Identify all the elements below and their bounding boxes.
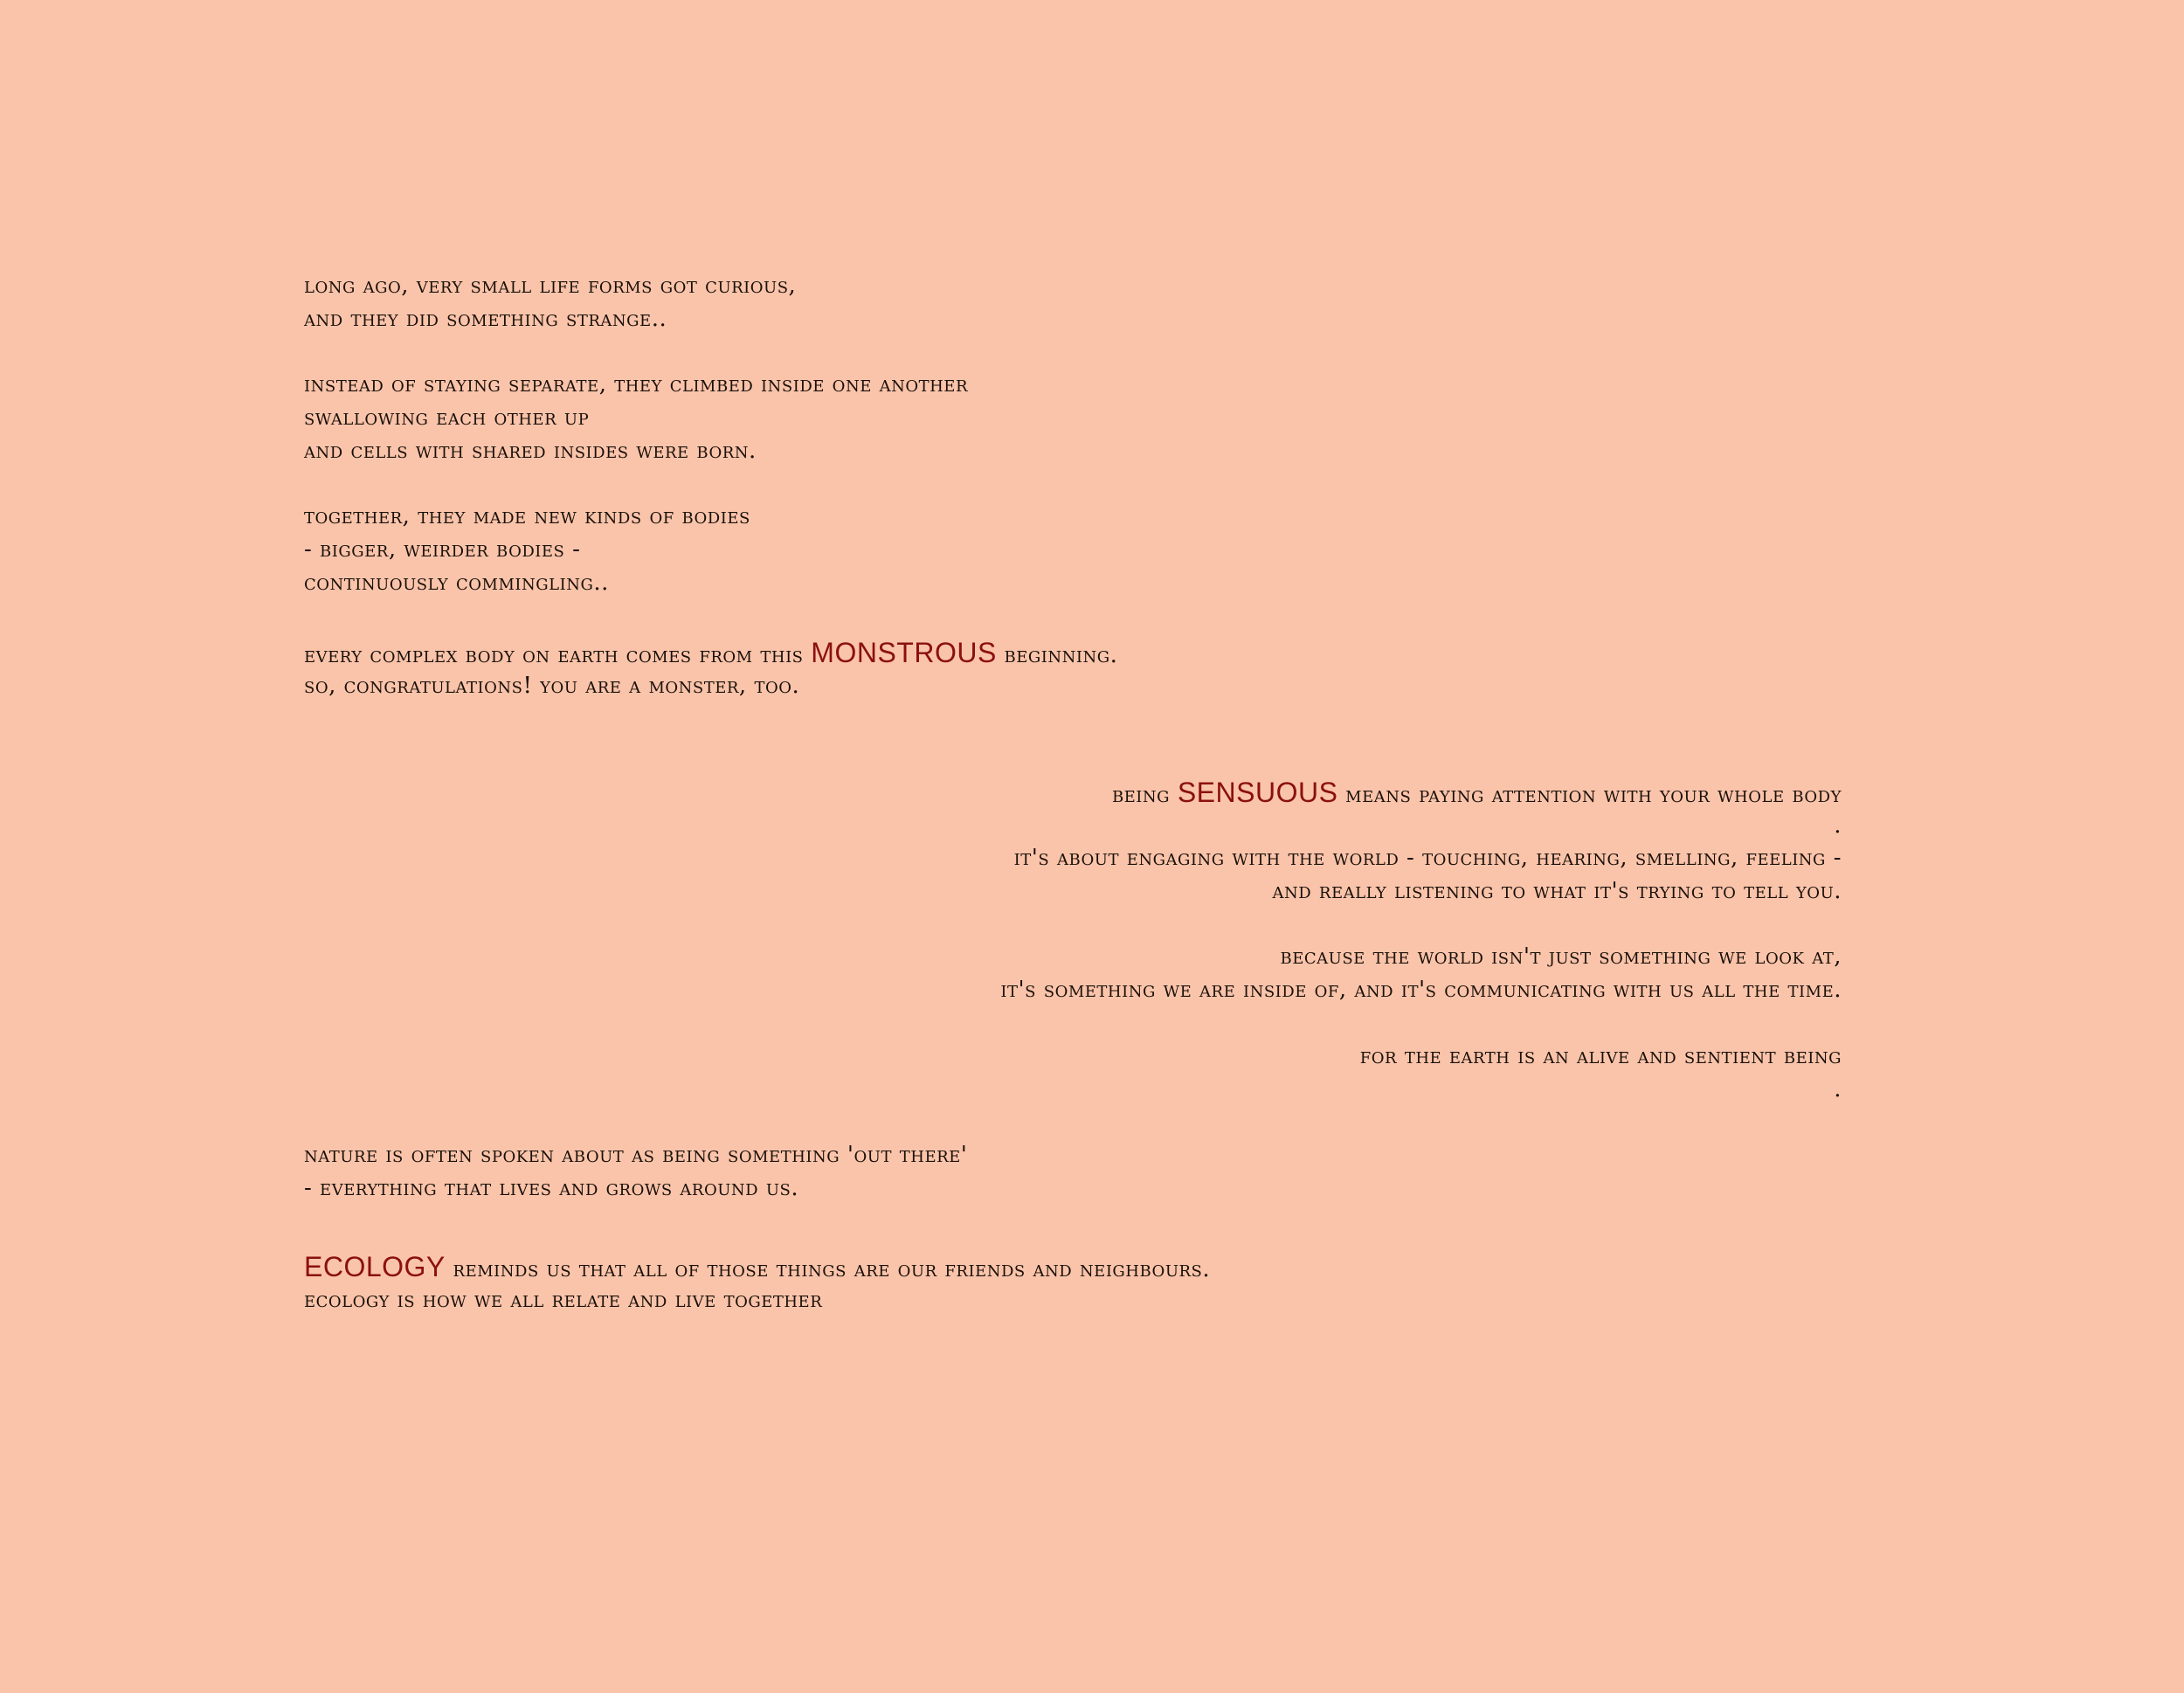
poem-line bbox=[304, 1250, 1210, 1283]
poem-line: nature is often spoken about as being something 'out there' bbox=[304, 1142, 968, 1168]
highlight-word-ecology: ECOLOGY bbox=[304, 1251, 446, 1282]
stanza-origins-curious bbox=[304, 269, 796, 335]
poem-line: . bbox=[1834, 1076, 1842, 1102]
poem-line: so, congratulations! you are a monster, too. bbox=[304, 673, 800, 699]
poem-line: - everything that lives and grows around us. bbox=[304, 1175, 799, 1201]
stanza-inside-world bbox=[1000, 940, 1842, 1006]
poem-line: and cells with shared insides were born. bbox=[304, 438, 757, 464]
poem-line: . bbox=[1834, 812, 1842, 839]
poem-line: because the world isn't just something we look at, bbox=[1280, 943, 1842, 970]
stanza-engaging bbox=[1014, 841, 1842, 908]
stanza-sentient-earth bbox=[1360, 1040, 1842, 1106]
poem-line: long ago, very small life forms got curious, bbox=[304, 273, 797, 299]
poem-line: it's something we are inside of, and it's communicating with us all the time. bbox=[1000, 977, 1842, 1003]
line-text: every complex body on earth comes from this bbox=[304, 642, 812, 668]
highlight-word-monstrous: MONSTROUS bbox=[811, 637, 997, 668]
stanza-origins-bodies bbox=[304, 500, 750, 599]
stanza-monstrous bbox=[304, 636, 1117, 702]
poem-line: - bigger, weirder bodies - bbox=[304, 536, 581, 563]
line-text: means paying attention with your whole body bbox=[1337, 782, 1842, 808]
line-text: being bbox=[1111, 782, 1178, 808]
poem-line: and really listening to what it's trying to tell you. bbox=[1272, 878, 1842, 904]
poem-line: for the earth is an alive and sentient being bbox=[1359, 1043, 1842, 1069]
line-text: reminds us that all of those things are our friends and neighbours. bbox=[445, 1256, 1211, 1282]
stanza-nature bbox=[304, 1138, 967, 1205]
poem-line bbox=[304, 636, 1117, 669]
poem-line: together, they made new kinds of bodies bbox=[304, 503, 750, 529]
poem-line: and they did something strange.. bbox=[304, 306, 667, 332]
poem-line: it's about engaging with the world - touching, hearing, smelling, feeling - bbox=[1013, 845, 1842, 871]
stanza-origins-swallowing bbox=[304, 368, 968, 467]
line-text: beginning. bbox=[996, 642, 1118, 668]
poem-line bbox=[1112, 776, 1842, 809]
poem-line: instead of staying separate, they climbed inside one another bbox=[304, 371, 968, 397]
poem-line: swallowing each other up bbox=[304, 404, 590, 431]
poem-line: ecology is how we all relate and live together bbox=[304, 1287, 823, 1313]
stanza-sensuous bbox=[1112, 776, 1842, 842]
highlight-word-sensuous: SENSUOUS bbox=[1177, 777, 1338, 808]
poem-line: continuously commingling.. bbox=[304, 570, 609, 596]
stanza-ecology bbox=[304, 1250, 1210, 1316]
